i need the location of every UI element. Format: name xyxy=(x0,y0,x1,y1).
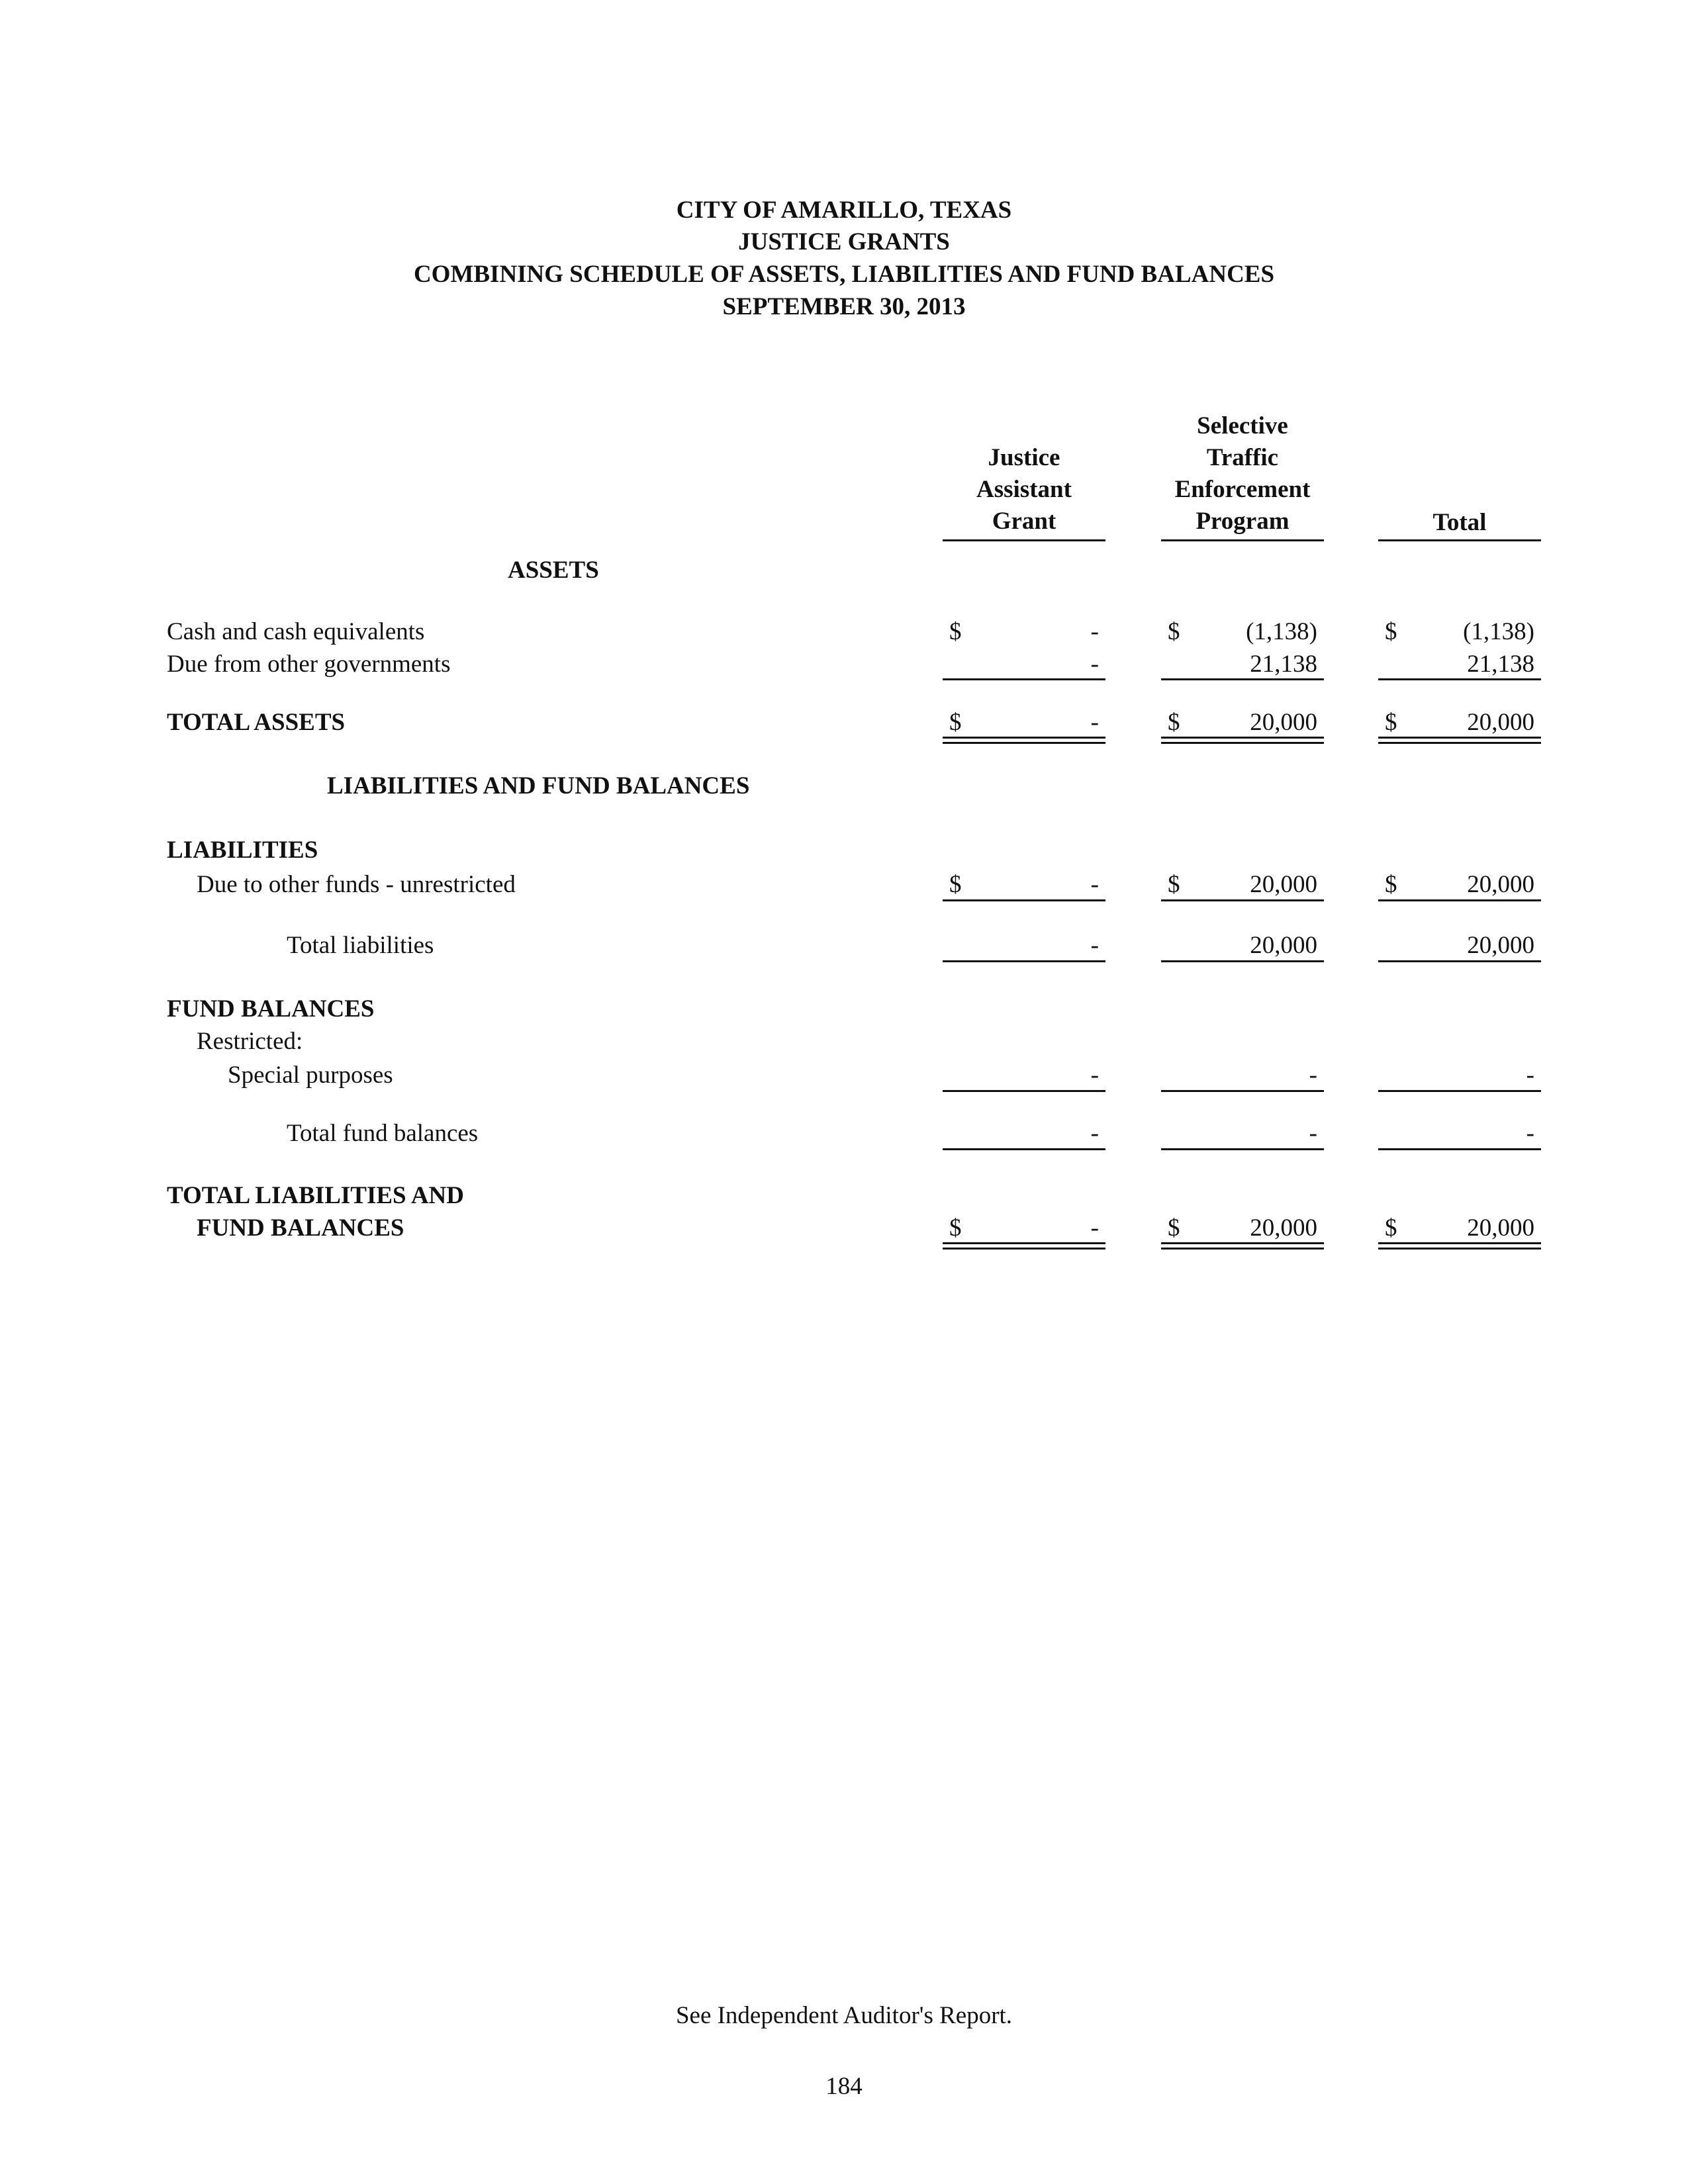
value-cell: - xyxy=(1309,1120,1317,1147)
value-cell: 20,000 xyxy=(1250,932,1317,959)
subtotal-rule xyxy=(1378,960,1541,962)
value-cell: $ 20,000 xyxy=(1385,709,1534,736)
value-cell: - xyxy=(1090,1062,1099,1089)
row-label-total-fund-balances: Total fund balances xyxy=(287,1120,479,1147)
subtotal-rule xyxy=(1378,1148,1541,1150)
section-heading-assets: ASSETS xyxy=(508,557,599,584)
total-double-rule xyxy=(1161,1242,1324,1250)
value-cell: $ 20,000 xyxy=(1168,709,1317,736)
report-title-fund: JUSTICE GRANTS xyxy=(738,228,950,255)
row-label-due-to-other-funds: Due to other funds - unrestricted xyxy=(197,871,516,898)
value-cell: $ - xyxy=(949,871,1099,898)
subtotal-rule xyxy=(1161,899,1324,901)
report-title-entity: CITY OF AMARILLO, TEXAS xyxy=(676,197,1012,224)
value-cell: - xyxy=(1526,1120,1534,1147)
report-title-schedule: COMBINING SCHEDULE OF ASSETS, LIABILITIES AND FUND BALANCES xyxy=(413,261,1275,288)
row-label-cash: Cash and cash equivalents xyxy=(167,618,425,645)
row-label-total-liabilities: Total liabilities xyxy=(287,932,434,959)
subtotal-rule xyxy=(1378,899,1541,901)
row-label-total-assets: TOTAL ASSETS xyxy=(167,709,346,736)
row-label-restricted: Restricted: xyxy=(197,1028,303,1055)
value-cell: - xyxy=(1090,651,1099,678)
value-cell: $ (1,138) xyxy=(1385,618,1534,645)
value-cell: - xyxy=(1526,1062,1534,1089)
total-double-rule xyxy=(1378,737,1541,744)
subtotal-rule xyxy=(1161,1148,1324,1150)
value-cell: $ 20,000 xyxy=(1385,1214,1534,1242)
row-label-special-purposes: Special purposes xyxy=(228,1062,393,1089)
total-double-rule xyxy=(1161,737,1324,744)
subtotal-rule xyxy=(943,960,1105,962)
value-cell: 20,000 xyxy=(1467,932,1534,959)
subtotal-rule xyxy=(1161,1090,1324,1092)
page-number: 184 xyxy=(825,2073,863,2100)
value-cell: - xyxy=(1309,1062,1317,1089)
subtotal-rule xyxy=(943,678,1105,680)
column-header-total: Total xyxy=(1432,509,1487,536)
report-title-date: SEPTEMBER 30, 2013 xyxy=(722,293,966,320)
value-cell: 21,138 xyxy=(1467,651,1534,678)
column-header-selective-traffic: Selective Traffic Enforcement Program xyxy=(1174,412,1311,535)
subtotal-rule xyxy=(943,899,1105,901)
subtotal-rule xyxy=(1378,678,1541,680)
subtotal-rule xyxy=(943,1090,1105,1092)
row-label-total-liabilities-and: TOTAL LIABILITIES AND xyxy=(167,1182,464,1209)
column-header-underline xyxy=(943,539,1105,541)
total-double-rule xyxy=(1378,1242,1541,1250)
value-cell: $ - xyxy=(949,709,1099,736)
subtotal-rule xyxy=(1161,678,1324,680)
total-double-rule xyxy=(943,1242,1105,1250)
total-double-rule xyxy=(943,737,1105,744)
value-cell: $ (1,138) xyxy=(1168,618,1317,645)
value-cell: $ 20,000 xyxy=(1168,871,1317,898)
section-heading-liabilities: LIABILITIES xyxy=(167,837,318,864)
subtotal-rule xyxy=(1161,960,1324,962)
value-cell: $ 20,000 xyxy=(1385,871,1534,898)
value-cell: $ 20,000 xyxy=(1168,1214,1317,1242)
row-label-due-from-governments: Due from other governments xyxy=(167,651,451,678)
row-label-fund-balances: FUND BALANCES xyxy=(197,1214,404,1242)
subtotal-rule xyxy=(943,1148,1105,1150)
subtotal-rule xyxy=(1378,1090,1541,1092)
auditor-report-note: See Independent Auditor's Report. xyxy=(675,2002,1013,2029)
value-cell: - xyxy=(1090,932,1099,959)
value-cell: $ - xyxy=(949,618,1099,645)
value-cell: $ - xyxy=(949,1214,1099,1242)
column-header-underline xyxy=(1378,539,1541,541)
column-header-justice-assistant-grant: Justice Assistant Grant xyxy=(976,444,1072,535)
value-cell: - xyxy=(1090,1120,1099,1147)
column-header-underline xyxy=(1161,539,1324,541)
section-heading-liabilities-fund-balances: LIABILITIES AND FUND BALANCES xyxy=(327,772,750,799)
value-cell: 21,138 xyxy=(1250,651,1317,678)
section-heading-fund-balances: FUND BALANCES xyxy=(167,995,375,1023)
